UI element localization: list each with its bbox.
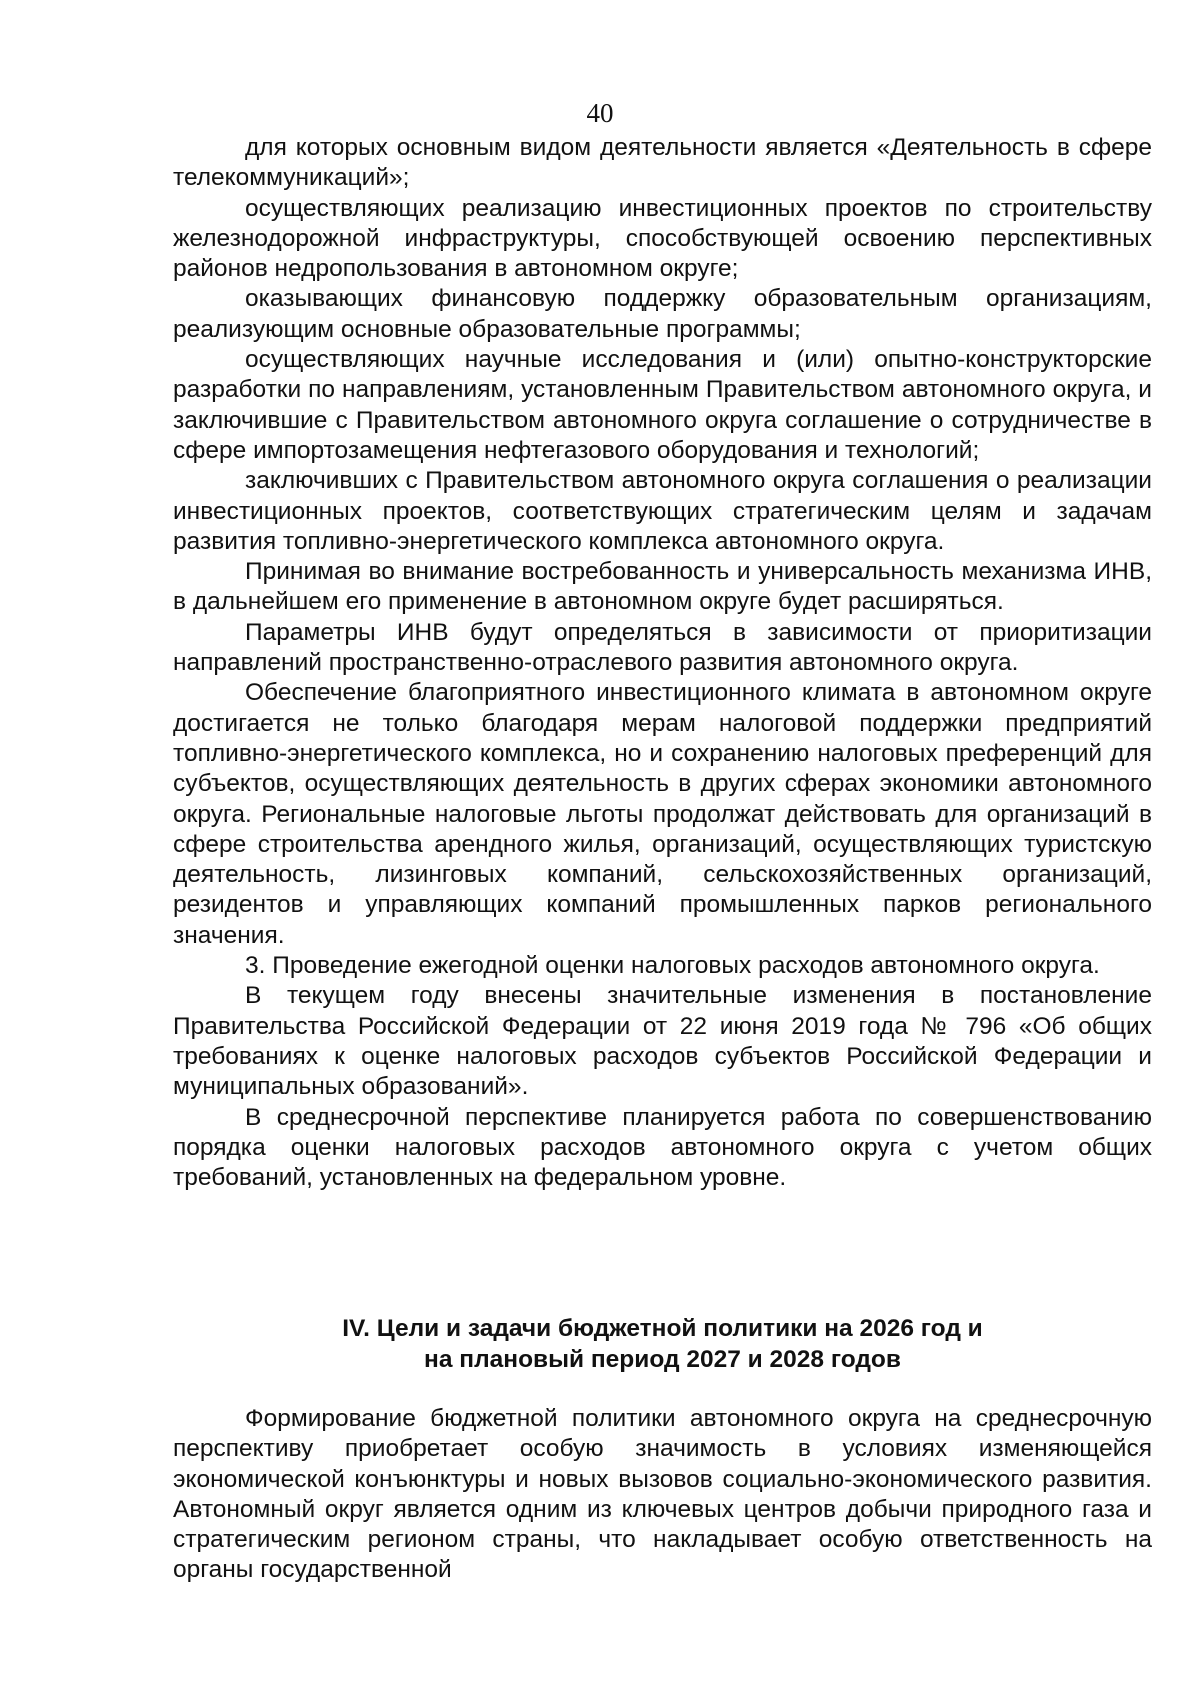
page-number: 40	[586, 98, 614, 128]
section-body-text	[173, 1404, 1152, 1586]
section-heading	[173, 1313, 1152, 1375]
section-heading-line-1: IV. Цели и задачи бюджетной политики на 2026 год и	[342, 1315, 983, 1342]
paragraph: Обеспечение благоприятного инвестиционного климата в автономном округе достигается не только благодаря мерам налоговой поддержки предприятий топливно-энергетического комплекса, но и сохранению налоговых преференций для субъектов, осуществляющих деятельность в других сферах экономики автономного округа. Региональные налоговые льготы продолжат действовать для организаций в сфере строительства арендного жилья, организаций, осуществляющих туристскую деятельность, лизинговых компаний, сельскохозяйственных организаций, резидентов и управляющих компаний промышленных парков регионального значения.	[173, 679, 1152, 949]
paragraph: оказывающих финансовую поддержку образовательным организациям, реализующим основные образовательные программы;	[173, 285, 1152, 343]
numbered-paragraph: 3. Проведение ежегодной оценки налоговых расходов автономного округа.	[245, 952, 1100, 980]
paragraph: Параметры ИНВ будут определяться в зависимости от приоритизации направлений пространственно-отраслевого развития автономного округа.	[173, 618, 1152, 677]
paragraph: Принимая во внимание востребованность и универсальность механизма ИНВ, в дальнейшем его применение в автономном округе будет расширяться.	[173, 558, 1152, 616]
paragraph: В среднесрочной перспективе планируется работа по совершенствованию порядка оценки налоговых расходов автономного округа с учетом общих требований, установленных на федеральном уровне.	[173, 1103, 1152, 1192]
paragraph: для которых основным видом деятельности является «Деятельность в сфере телекоммуникаций»;	[173, 134, 1152, 192]
paragraph: заключивших с Правительством автономного округа соглашения о реализации инвестиционных проектов, соответствующих стратегическим целям и задачам развития топливно-энергетического комплекса автономного округа.	[173, 467, 1152, 555]
paragraph: осуществляющих реализацию инвестиционных проектов по строительству железнодорожной инфраструктуры, способствующей освоению перспективных районов недропользования в автономном округе;	[173, 194, 1152, 283]
paragraph: Формирование бюджетной политики автономного округа на среднесрочную перспективу приобретает особую значимость в условиях изменяющейся экономической конъюнктуры и новых вызовов социально-экономического развития. Автономный округ является одним из ключевых центров добычи природного газа и стратегическим регионом страны, что накладывает особую ответственность на органы государственной	[173, 1405, 1152, 1584]
paragraph: В текущем году внесены значительные изменения в постановление Правительства Российской Федерации от 22 июня 2019 года № 796 «Об общих требованиях к оценке налоговых расходов субъектов Российской Федерации и муниципальных образований».	[173, 982, 1152, 1101]
paragraph: осуществляющих научные исследования и (или) опытно-конструкторские разработки по направлениям, установленным Правительством автономного округа, и заключившие с Правительством автономного округа соглашение о сотрудничестве в сфере импортозамещения нефтегазового оборудования и технологий;	[173, 346, 1152, 464]
section-heading-line-2: на плановый период 2027 и 2028 годов	[424, 1346, 901, 1373]
body-text	[173, 133, 1152, 1193]
